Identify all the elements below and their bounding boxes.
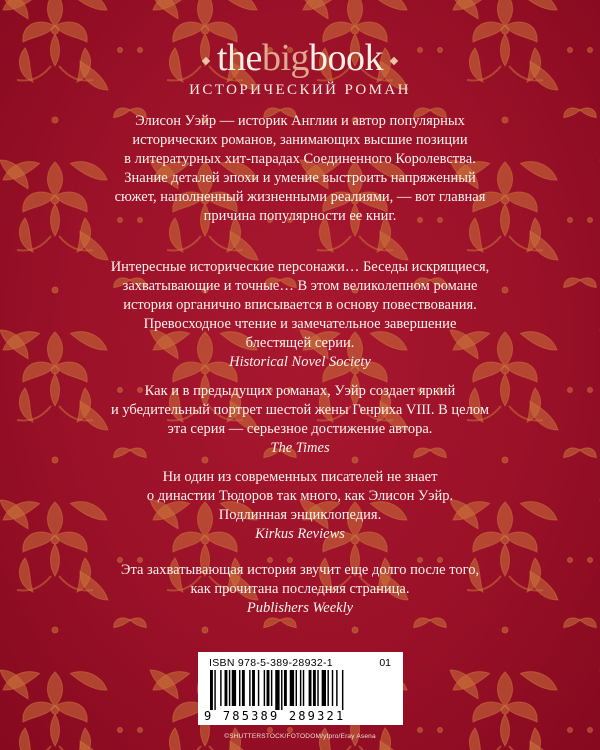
review-line: Как и в предыдущих романах, Уэйр создает яркий bbox=[144, 383, 456, 399]
barcode-bar bbox=[220, 670, 221, 706]
barcode-bar bbox=[281, 670, 282, 710]
review-quote bbox=[95, 382, 505, 458]
review-line: как прочитана последняя страница. bbox=[190, 581, 410, 597]
review-line: Ни один из современных писателей не знает bbox=[162, 469, 438, 485]
barcode-bar bbox=[317, 670, 318, 706]
review-line: история органично вписывается в основу повествования. bbox=[123, 297, 477, 313]
barcode-bar bbox=[271, 670, 272, 706]
barcode-bar bbox=[342, 670, 343, 710]
barcode-bar bbox=[252, 670, 255, 706]
description-line: исторических романов, занимающих высшие позиции bbox=[132, 132, 468, 148]
review-source: Historical Novel Society bbox=[229, 354, 371, 370]
logo-text bbox=[217, 39, 383, 77]
barcode-bar bbox=[296, 670, 297, 706]
barcode-bar bbox=[232, 670, 236, 706]
review-line: о династии Тюдоров так много, как Элисон Уэйр. bbox=[146, 488, 454, 504]
barcode-bar bbox=[284, 670, 287, 706]
barcode-bar bbox=[322, 670, 326, 706]
image-credit: ©SHUTTERSTOCK/FOTODOM/yfpro/Eray Asena bbox=[224, 733, 376, 740]
genre-subtitle: ИСТОРИЧЕСКИЙ РОМАН bbox=[189, 82, 411, 98]
barcode-label bbox=[198, 652, 403, 725]
diamond-icon bbox=[390, 57, 398, 65]
review-line: и убедительный портрет шестой жены Генриха VIII. В целом bbox=[110, 402, 489, 418]
diamond-icon bbox=[202, 57, 210, 65]
review-source: Kirkus Reviews bbox=[255, 526, 345, 542]
description-line: Знание деталей эпохи и умение выстроить напряженный bbox=[124, 170, 476, 186]
barcode-bar bbox=[300, 670, 301, 706]
review-quote bbox=[95, 561, 505, 618]
review-line: захватывающие и точные… В этом великолепном романе bbox=[122, 278, 478, 294]
barcode-bar bbox=[332, 670, 333, 706]
isbn-text: ISBN 978-5-389-28932-1 bbox=[209, 657, 333, 669]
review-source: The Times bbox=[270, 440, 330, 456]
barcode-bar bbox=[267, 670, 270, 706]
barcode-bar bbox=[290, 670, 294, 706]
barcode-bar bbox=[210, 670, 213, 710]
review-line: эта серия — серьезное достижение автора. bbox=[167, 421, 433, 437]
barcode-bar bbox=[242, 670, 245, 706]
barcode-bar bbox=[258, 670, 259, 706]
review-source: Publishers Weekly bbox=[246, 600, 354, 616]
description-line: сюжет, наполненный жизненными реалиями, — вот главная bbox=[114, 189, 486, 205]
description-line: причина популярности ее книг. bbox=[203, 208, 397, 224]
barcode-bar bbox=[327, 670, 328, 706]
logo-part-big: big bbox=[261, 37, 309, 79]
barcode-bar bbox=[275, 670, 279, 710]
barcode-bar bbox=[214, 670, 215, 710]
barcode-bar bbox=[264, 670, 265, 706]
ean-digits: 9 785389 289321 bbox=[204, 709, 346, 723]
barcode-icon bbox=[208, 670, 393, 710]
barcode-bar bbox=[229, 670, 230, 706]
author-description bbox=[95, 112, 505, 226]
review-line: блестящей серии. bbox=[245, 335, 355, 351]
barcode-bar bbox=[309, 670, 312, 706]
review-line: Эта захватывающая история звучит еще долго после того, bbox=[120, 562, 480, 578]
barcode-bar bbox=[303, 670, 304, 706]
review-line: Интересные исторические персонажи… Беседы искрящиеся, bbox=[110, 259, 490, 275]
barcode-bar bbox=[225, 670, 228, 706]
logo-part-book: book bbox=[309, 37, 383, 79]
description-line: в литературных хит-парадах Соединенного Королевства. bbox=[124, 151, 476, 167]
header bbox=[0, 36, 600, 99]
review-quote bbox=[95, 258, 505, 372]
review-quote bbox=[95, 468, 505, 544]
review-line: Подлинная энциклопедия. bbox=[218, 507, 382, 523]
series-logo bbox=[0, 36, 600, 80]
description-line: Элисон Уэйр — историк Англии и автор популярных bbox=[135, 113, 465, 129]
barcode-bar bbox=[249, 670, 250, 706]
barcode-bar bbox=[239, 670, 240, 706]
barcode-bar bbox=[336, 670, 337, 706]
isbn-addon: 01 bbox=[379, 657, 391, 669]
barcode-bar bbox=[313, 670, 316, 706]
logo-part-the: the bbox=[217, 37, 262, 79]
review-line: Превосходное чтение и замечательное завершение bbox=[143, 316, 457, 332]
